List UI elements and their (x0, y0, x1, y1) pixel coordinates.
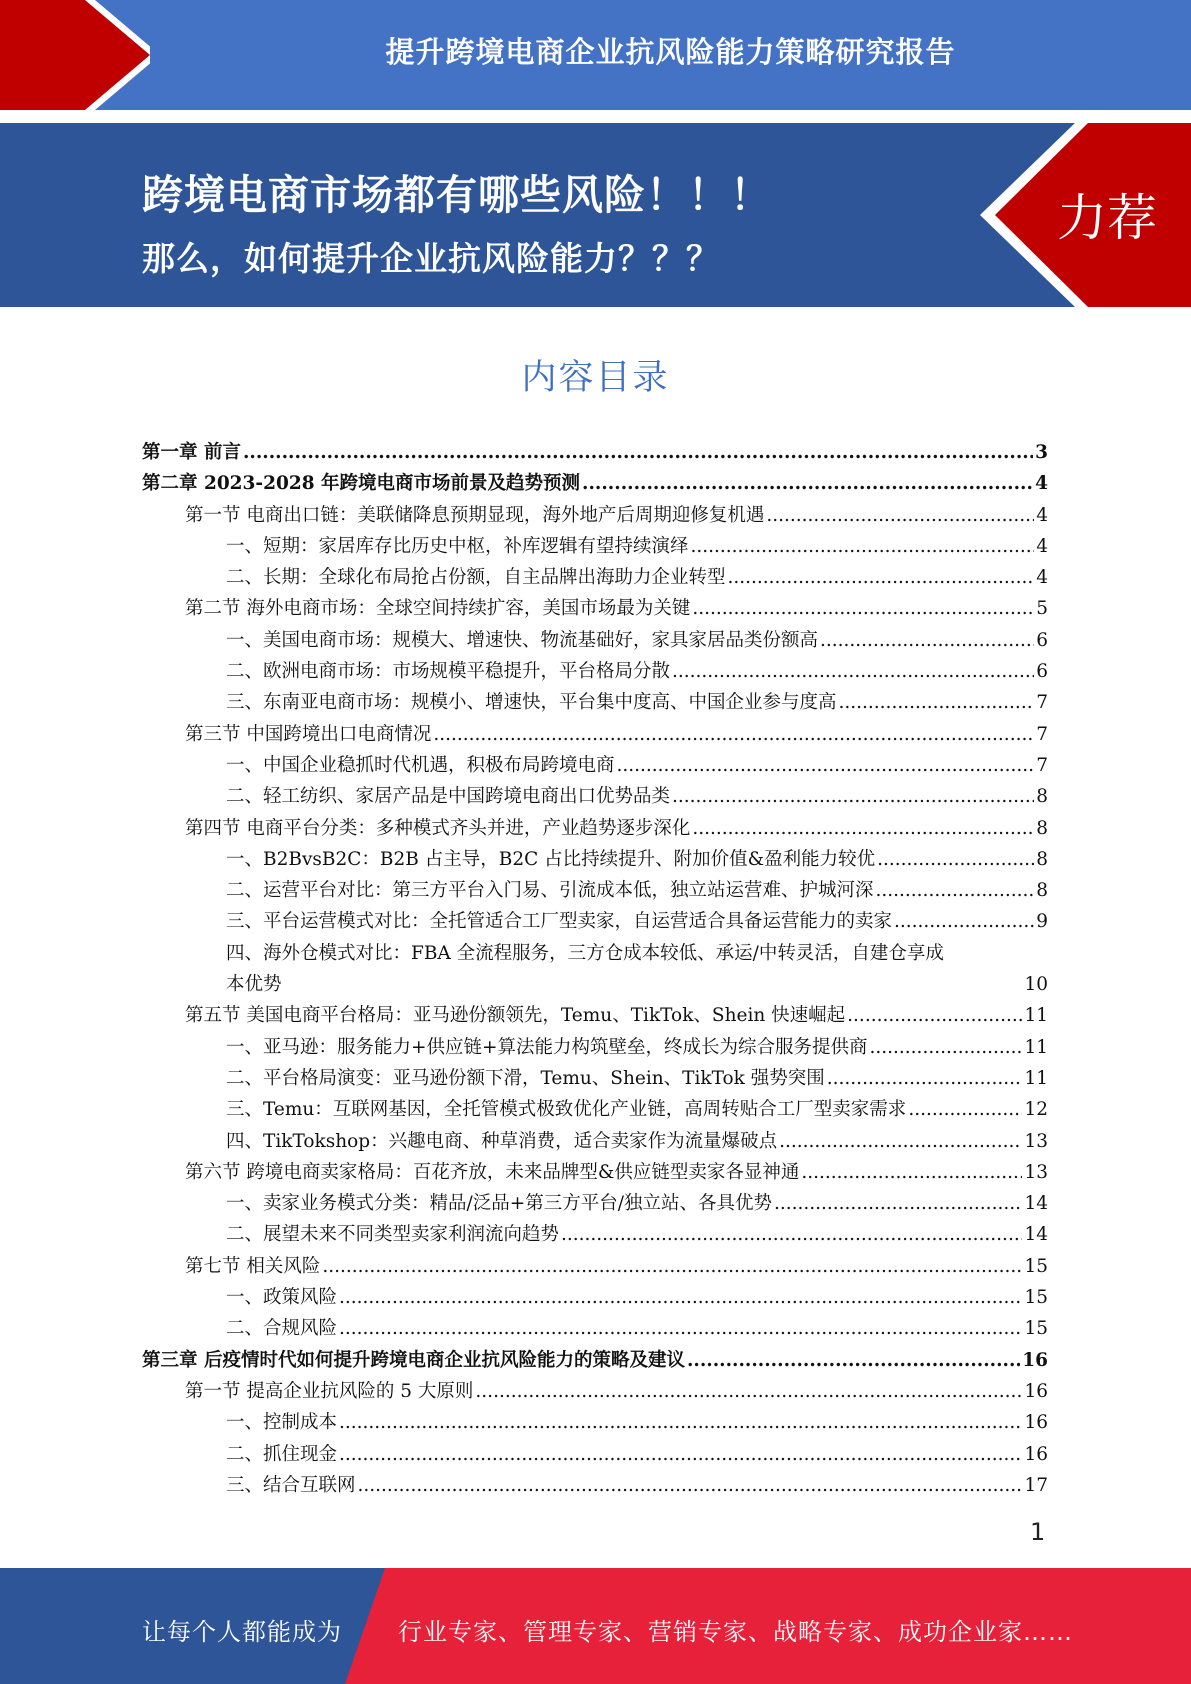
toc-entry[interactable]: 第一节 电商出口链：美联储降息预期显现，海外地产后周期迎修复机遇 ..... 4 (142, 500, 1048, 531)
toc-entry[interactable]: 第一节 提高企业抗风险的 5 大原则 ..... 16 (142, 1376, 1048, 1407)
recommend-badge-text: 力荐 (1057, 189, 1157, 247)
toc-entry[interactable]: 三、结合互联网 ..... 17 (142, 1470, 1048, 1501)
table-of-contents (142, 437, 1048, 1501)
toc-entry[interactable]: 一、美国电商市场：规模大、增速快、物流基础好，家具家居品类份额高 ..... 6 (142, 625, 1048, 656)
toc-entry[interactable]: 二、欧洲电商市场：市场规模平稳提升，平台格局分散 ..... 6 (142, 656, 1048, 687)
toc-entry[interactable]: 一、B2BvsB2C：B2B 占主导，B2C 占比持续提升、附加价值&盈利能力较优 ..... 8 (142, 844, 1048, 875)
toc-entry[interactable]: 第三章 后疫情时代如何提升跨境电商企业抗风险能力的策略及建议 ..... 16 (142, 1345, 1048, 1376)
toc-entry[interactable]: 一、卖家业务模式分类：精品/泛品+第三方平台/独立站、各具优势 ..... 14 (142, 1188, 1048, 1219)
footer-slogan-right: 行业专家、管理专家、营销专家、战略专家、成功企业家…… (398, 1618, 1073, 1646)
toc-entry[interactable]: 第六节 跨境电商卖家格局：百花齐放，未来品牌型&供应链型卖家各显神通 ..... 13 (142, 1157, 1048, 1188)
toc-entry[interactable]: 第一章 前言 ..... 3 (142, 437, 1048, 468)
toc-entry[interactable]: 四、海外仓模式对比：FBA 全流程服务，三方仓成本较低、承运/中转灵活，自建仓享成 本优势 10 (226, 942, 1048, 996)
toc-entry[interactable]: 第四节 电商平台分类：多种模式齐头并进，产业趋势逐步深化 ..... 8 (142, 813, 1048, 844)
toc-entry[interactable]: 二、长期：全球化布局抢占份额，自主品牌出海助力企业转型 ..... 4 (142, 562, 1048, 593)
footer-slogan-left: 让每个人都能成为 (142, 1618, 342, 1646)
toc-entry[interactable]: 二、展望未来不同类型卖家利润流向趋势 ..... 14 (142, 1219, 1048, 1250)
toc-entry[interactable]: 四、TikTokshop：兴趣电商、种草消费，适合卖家作为流量爆破点 ..... 13 (142, 1126, 1048, 1157)
report-title: 提升跨境电商企业抗风险能力策略研究报告 (385, 35, 956, 69)
toc-entry[interactable]: 一、中国企业稳抓时代机遇，积极布局跨境电商 ..... 7 (142, 750, 1048, 781)
toc-entry[interactable]: 第五节 美国电商平台格局：亚马逊份额领先，Temu、TikTok、Shein 快速崛起 ..... 11 (142, 1000, 1048, 1031)
headline-risks: 跨境电商市场都有哪些风险！！！ (142, 171, 772, 219)
toc-entry[interactable]: 一、短期：家居库存比历史中枢，补库逻辑有望持续演绎 ..... 4 (142, 531, 1048, 562)
toc-entry[interactable]: 一、政策风险 ..... 15 (142, 1282, 1048, 1313)
toc-entry[interactable]: 二、轻工纺织、家居产品是中国跨境电商出口优势品类 ..... 8 (142, 781, 1048, 812)
toc-entry[interactable]: 二、平台格局演变：亚马逊份额下滑，Temu、Shein、TikTok 强势突围 ..... 11 (142, 1063, 1048, 1094)
toc-entry[interactable]: 三、平台运营模式对比：全托管适合工厂型卖家，自运营适合具备运营能力的卖家 ..... 9 (142, 906, 1048, 937)
toc-entry[interactable]: 一、控制成本 ..... 16 (142, 1407, 1048, 1438)
header-red-arrow-decoration (0, 0, 150, 110)
toc-entry[interactable]: 第七节 相关风险 ..... 15 (142, 1251, 1048, 1282)
toc-entry[interactable]: 第三节 中国跨境出口电商情况 ..... 7 (142, 719, 1048, 750)
toc-title: 内容目录 (521, 358, 670, 398)
toc-entry[interactable]: 第二章 2023-2028 年跨境电商市场前景及趋势预测 ..... 4 (142, 468, 1048, 499)
toc-entry[interactable]: 三、Temu：互联网基因，全托管模式极致优化产业链，高周转贴合工厂型卖家需求 ..... 12 (142, 1094, 1048, 1125)
page-number: 1 (1030, 1518, 1046, 1546)
toc-entry[interactable]: 三、东南亚电商市场：规模小、增速快，平台集中度高、中国企业参与度高 ..... 7 (142, 687, 1048, 718)
toc-entry[interactable]: 二、合规风险 ..... 15 (142, 1313, 1048, 1344)
headline-question: 那么，如何提升企业抗风险能力？？？ (142, 239, 720, 278)
toc-entry[interactable]: 二、抓住现金 ..... 16 (142, 1439, 1048, 1470)
toc-entry[interactable]: 二、运营平台对比：第三方平台入门易、引流成本低，独立站运营难、护城河深 ..... 8 (142, 875, 1048, 906)
toc-entry[interactable]: 一、亚马逊：服务能力+供应链+算法能力构筑壁垒，终成长为综合服务提供商 ..... 11 (142, 1032, 1048, 1063)
toc-entry[interactable]: 第二节 海外电商市场：全球空间持续扩容，美国市场最为关键 ..... 5 (142, 593, 1048, 624)
